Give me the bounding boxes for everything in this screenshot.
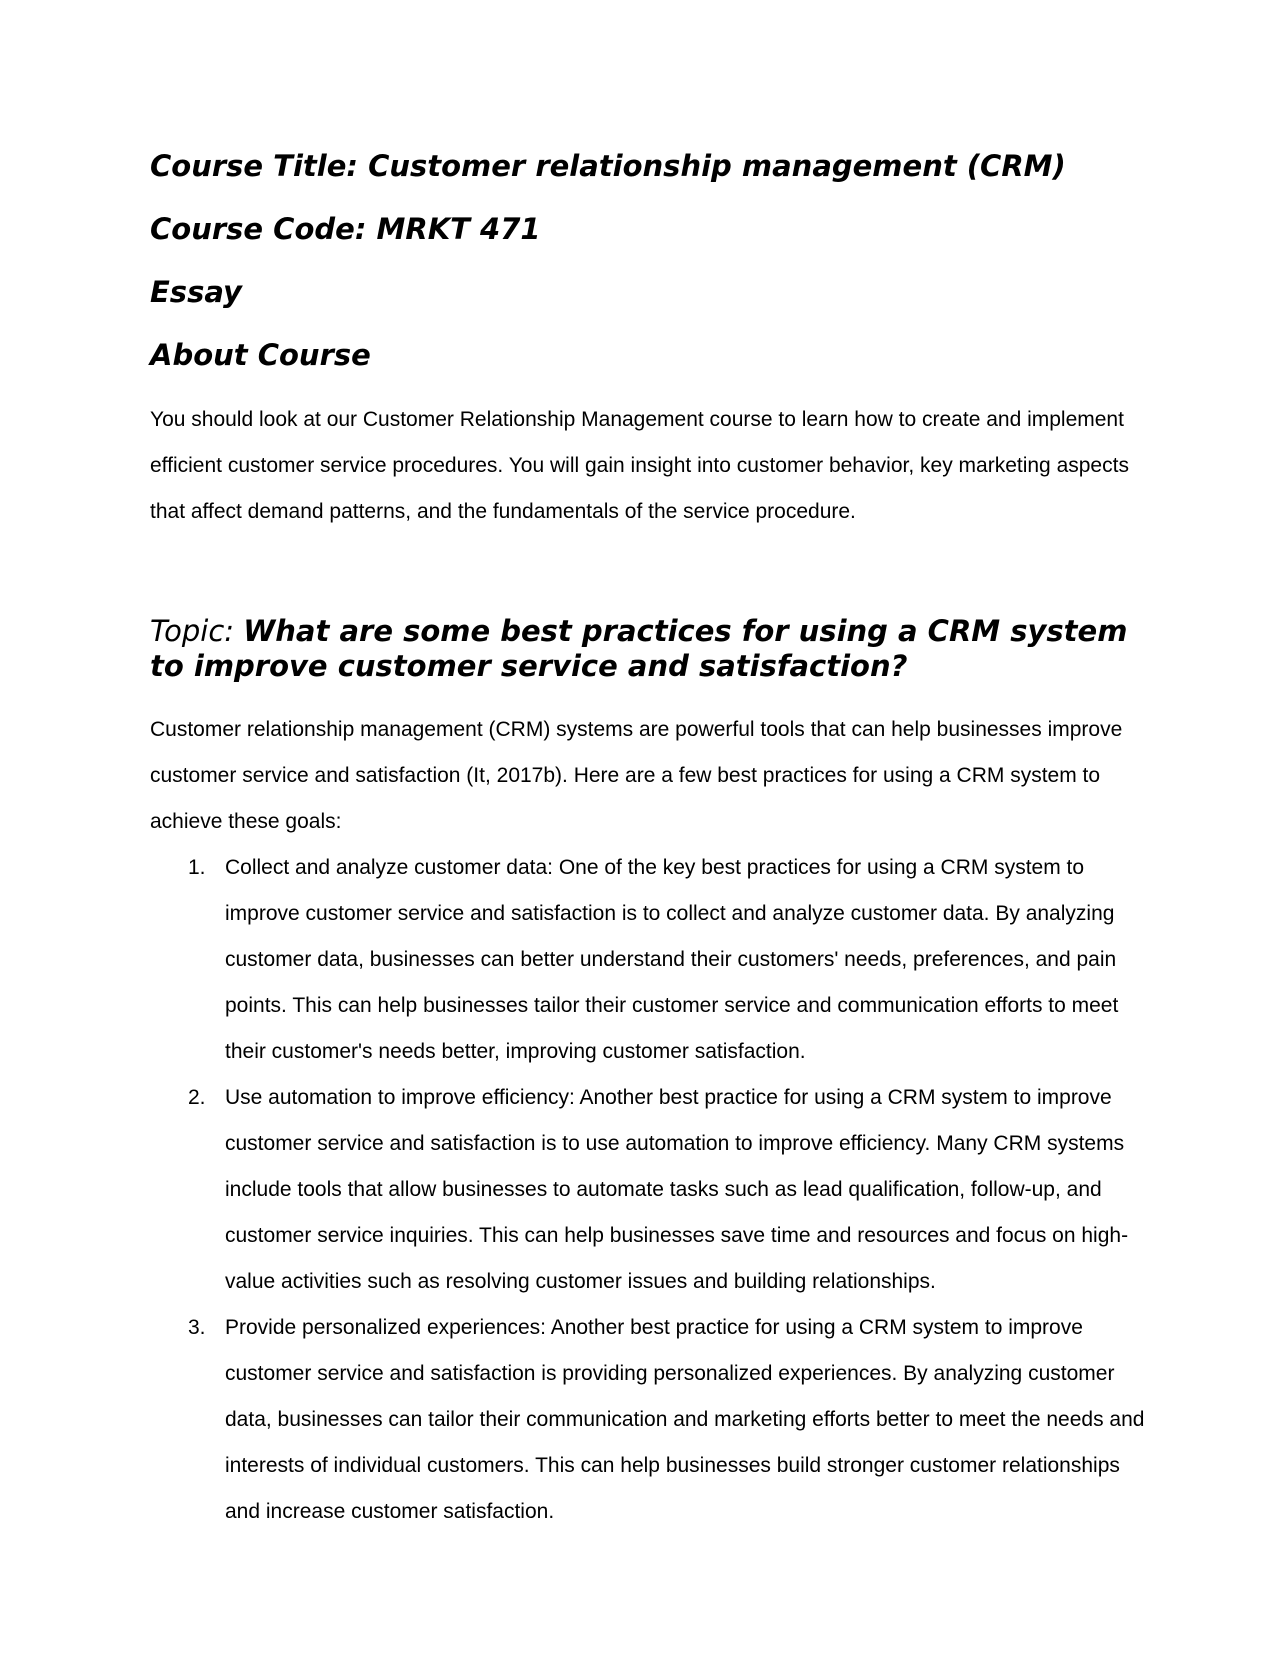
list-item-text: Use automation to improve efficiency: Another best practice for using a CRM system to improve customer service and satisfaction is to use automation to improve efficiency. Many CRM systems include tools that allow businesses to automate tasks such as lead qualification, follow-up, and customer service inquiries. This can help businesses save time and resources and focus on high-value activities such as resolving customer issues and building relationships. (225, 1086, 1129, 1293)
list-item (150, 1075, 1150, 1305)
list-item-number: 1. (188, 856, 206, 879)
topic-heading (150, 614, 1140, 684)
course-title: Course Title: Customer relationship management (CRM) (150, 149, 1066, 183)
list-item-text: Collect and analyze customer data: One of the key best practices for using a CRM system to improve customer service and satisfaction is to collect and analyze customer data. By analyzing customer data, businesses can better understand their customers' needs, preferences, and pain points. This can help businesses tailor their customer service and communication efforts to meet their customer's needs better, improving customer satisfaction. (225, 856, 1119, 1063)
topic-label: Topic: (150, 614, 244, 648)
list-item-number: 3. (188, 1316, 206, 1339)
list-item (150, 845, 1150, 1075)
about-course-heading: About Course (150, 338, 371, 372)
about-course-paragraph: You should look at our Customer Relationship Management course to learn how to create and implement efficient customer service procedures. You will gain insight into customer behavior, key marketing aspects that affect demand patterns, and the fundamentals of the service procedure. (150, 408, 1129, 523)
course-code: Course Code: MRKT 471 (150, 212, 541, 246)
essay-heading: Essay (150, 275, 242, 309)
list-item (150, 1305, 1150, 1535)
intro-paragraph: Customer relationship management (CRM) systems are powerful tools that can help businesses improve customer service and satisfaction (It, 2017b). Here are a few best practices for using a CRM system to achieve these goals: (150, 718, 1123, 833)
list-item-text: Provide personalized experiences: Another best practice for using a CRM system to improve customer service and satisfaction is providing personalized experiences. By analyzing customer data, businesses can tailor their communication and marketing efforts better to meet the needs and interests of individual customers. This can help businesses build stronger customer relationships and increase customer satisfaction. (225, 1316, 1145, 1523)
list-item-number: 2. (188, 1086, 206, 1109)
topic-question: What are some best practices for using a CRM system to improve customer service and satisfaction? (150, 614, 1128, 683)
best-practices-list (150, 845, 1150, 1535)
